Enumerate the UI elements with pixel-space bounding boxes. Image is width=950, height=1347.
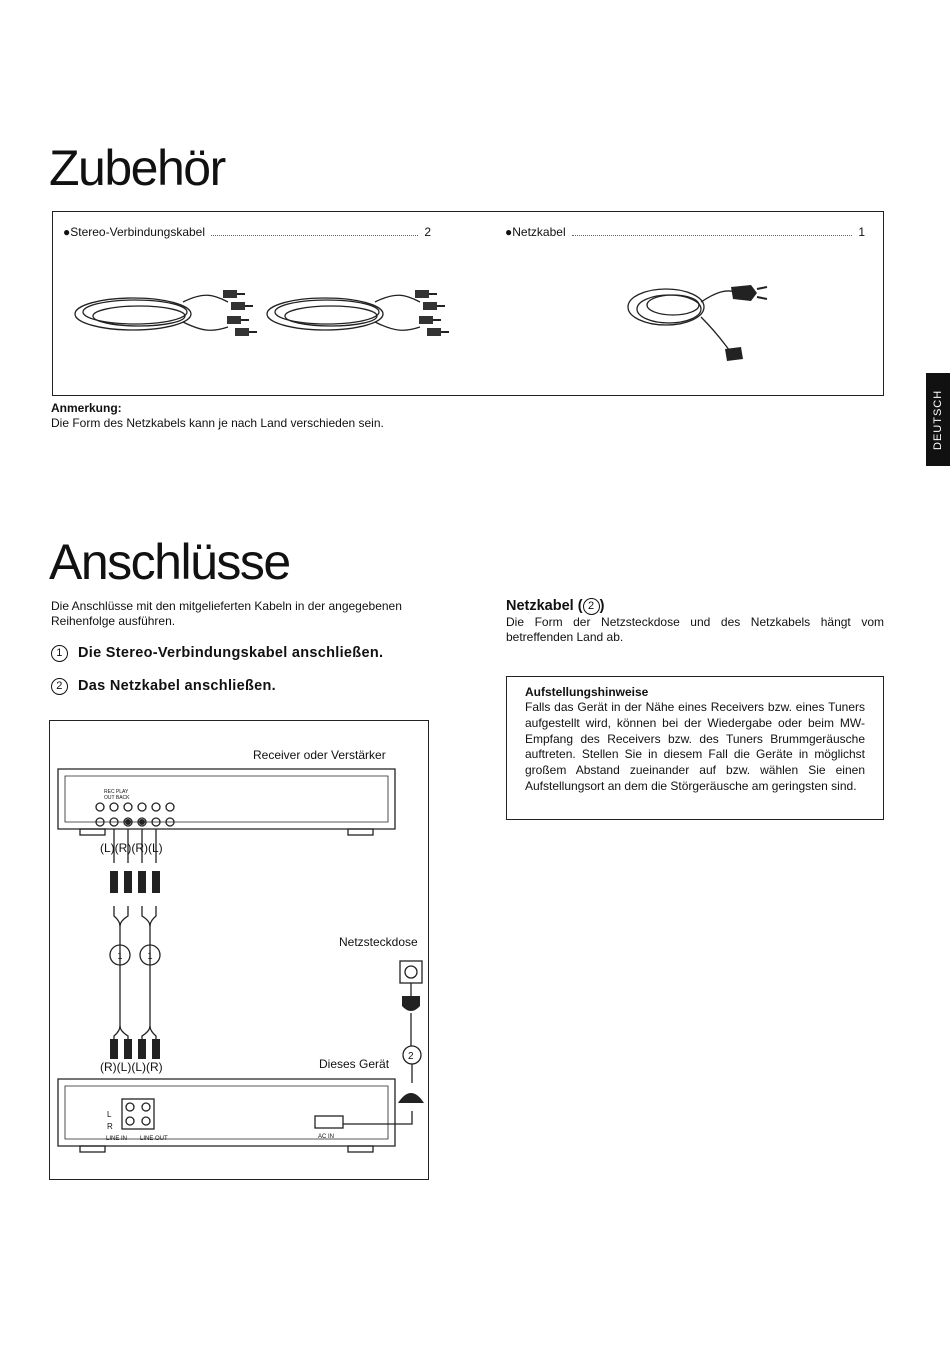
step-number: 1: [51, 645, 68, 662]
setup-tips-box: [506, 676, 884, 820]
step-number: 2: [51, 678, 68, 695]
bottom-channel-labels: (R)(L)(L)(R): [100, 1060, 163, 1074]
bullet: ●: [63, 225, 71, 239]
ac-in-label: AC IN: [318, 1134, 335, 1140]
line-out-label: LINE OUT: [140, 1136, 168, 1142]
line-in-label: LINE IN: [106, 1136, 128, 1142]
language-tab: [926, 373, 950, 466]
accessories-note: [51, 401, 651, 431]
bullet: ●: [505, 225, 513, 239]
receiver-label: Receiver oder Verstärker: [253, 748, 386, 762]
accessory-item-power-cable: [505, 225, 865, 239]
l-mark: L: [107, 1110, 112, 1119]
top-channel-labels: (L)(R)(R)(L): [100, 841, 163, 855]
setup-tips-heading: Aufstellungshinweise: [525, 685, 649, 699]
connections-intro: Die Anschlüsse mit den mitgelieferten Kabeln in der angegebenen Reihenfolge ausführen.: [51, 599, 402, 628]
step-text: Die Stereo-Verbindungskabel anschließen.: [78, 645, 384, 661]
setup-tips-text: Falls das Gerät in der Nähe eines Receivers bzw. eines Tuners aufgestellt wird, können bei der Wiedergabe oder beim MW-Empfang des Receivers bzw. des Tuners Brummgeräusche auftreten. Stellen Sie in diesem Fall die Geräte in möglichst großem Abstand zueinander auf bzw. wählen Sie einen Aufstellungsort an dem die Störgeräusche am geringsten sind.: [525, 700, 865, 793]
power-cable-section: [506, 598, 884, 645]
cable-number-left: 1: [117, 951, 123, 961]
r-mark: R: [107, 1122, 113, 1131]
accessory-item-qty: 1: [858, 225, 865, 239]
accessory-item-qty: 2: [424, 225, 431, 239]
leader-dots: [211, 235, 418, 236]
step-2: [51, 678, 276, 695]
power-cable-heading-number: 2: [583, 598, 600, 615]
cable-number-right: 1: [147, 951, 153, 961]
power-cable-text: Die Form der Netzsteckdose und des Netzkabels hängt vom betreffenden Land ab.: [506, 615, 884, 644]
accessory-item-name: Netzkabel: [512, 225, 566, 239]
device-label: Dieses Gerät: [319, 1057, 390, 1071]
stereo-cable-illustration: [63, 272, 463, 362]
step-1: [51, 645, 383, 662]
connection-diagram: [49, 720, 429, 1180]
accessory-item-name: Stereo-Verbindungskabel: [70, 225, 206, 239]
diagram-drawing: [50, 721, 427, 1178]
language-tab-label: DEUTSCH: [932, 389, 944, 450]
step-text: Das Netzkabel anschließen.: [78, 678, 276, 694]
out-back-label: OUT BACK: [104, 795, 130, 801]
connections-title: Anschlüsse: [49, 534, 290, 590]
note-heading: Anmerkung:: [51, 401, 122, 415]
outlet-label: Netzsteckdose: [339, 935, 418, 949]
accessory-item-stereo-cable: [63, 225, 431, 239]
note-text: Die Form des Netzkabels kann je nach Land verschieden sein.: [51, 416, 384, 430]
power-cable-heading: Netzkabel ( 2 ): [506, 598, 605, 614]
power-number: 2: [408, 1051, 414, 1062]
power-cable-heading-text: Netzkabel: [506, 598, 574, 614]
rec-play-label: REC PLAY: [104, 789, 129, 795]
accessories-box: [52, 211, 884, 396]
accessories-title: Zubehör: [49, 140, 225, 196]
power-cable-illustration: [621, 267, 771, 367]
leader-dots: [572, 235, 853, 236]
